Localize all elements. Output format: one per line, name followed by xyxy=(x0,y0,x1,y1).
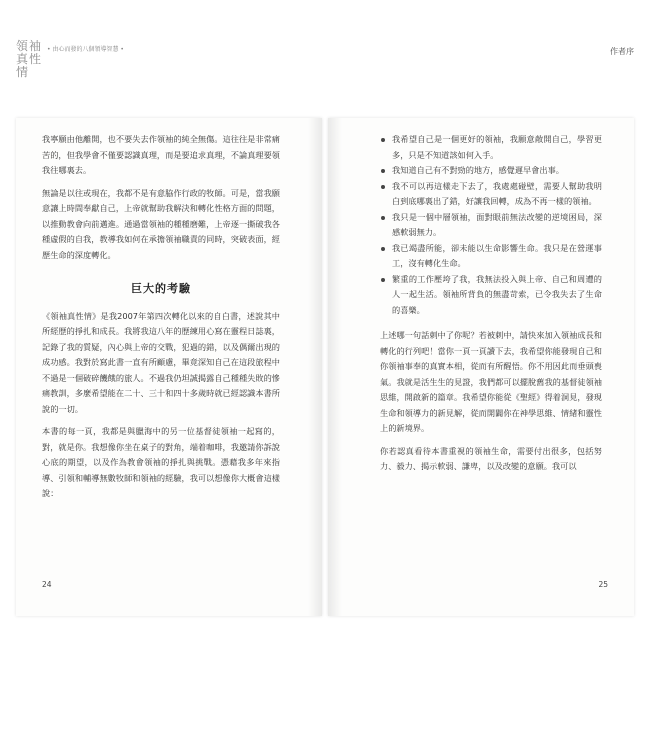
list-item: 我已竭盡所能，卻未能以生命影響生命。我只是在營運事工，沒有轉化生命。 xyxy=(380,241,602,272)
paragraph: 上述哪一句話刺中了你呢？若被刺中，請快來加入領袖成長和轉化的行列吧！當你一頁一頁讀下去，我希望你能發現自己和你領袖事奉的真實本相，從而有所醒悟。你不用因此而垂頭喪氣。我就是活生生的見證，我們都可以擺脫舊我的基督徒領袖思維，開啟新的篇章。我希望你能從《聖經》得着洞見，發現生命和領導力的新見解，從而開闢你在神學思維、情緒和靈性上的新境界。 xyxy=(380,330,602,433)
section-heading: 巨大的考驗 xyxy=(131,282,191,295)
left-body xyxy=(42,132,280,509)
gutter-shadow xyxy=(328,118,342,616)
paragraph: 《領袖真性情》是我2007年第四次轉化以來的自白書，述說其中所經歷的掙扎和成長。我將我這八年的歷練用心寫在靈程日誌裏，記錄了我的質疑，內心與上帝的交戰，犯過的錯，以及偶爾出現的成功感。我對於寫此書一直有所顧慮，畢竟深知自己在這段旅程中不過是一個破碎饑餓的旅人。不過我仍坦誠揭露自己種種失敗的慘痛教訓，多麼希望能在二十、三十和四十多歲時就已經認識本書所說的一切。 xyxy=(42,310,280,414)
list-item: 我希望自己是一個更好的領袖，我願意敞開自己，學習更多，只是不知道該如何入手。 xyxy=(380,132,602,163)
left-running-header xyxy=(16,40,124,79)
page-number: 25 xyxy=(598,580,608,589)
page-number: 24 xyxy=(42,580,52,589)
bullet-list xyxy=(380,132,602,318)
list-item: 我不可以再這樣走下去了，我處處碰壁，需要人幫助我明白到底哪裏出了錯，好讓我回轉，成為不再一樣的領袖。 xyxy=(380,179,602,210)
paragraph: 你若認真看待本書重視的領袖生命，需要付出很多，包括努力、毅力、揭示軟弱、謙卑，以及改變的意願。我可以 xyxy=(380,445,602,471)
list-item: 繁重的工作壓垮了我，我無法投入與上帝、自己和周遭的人一起生活。領袖所背負的無盡苛索，已令我失去了生命的喜樂。 xyxy=(380,272,602,319)
header-subtitle: • 由心而發的八個領導智慧 • xyxy=(47,46,124,53)
paragraph: 本書的每一頁，我都是與臘海中的另一位基督徒領袖一起寫的，對，就是你。我想像你坐在桌子的對角，端着咖啡，我邀請你訴說心底的期望，以及作為教會領袖的掙扎與挑戰。憑藉我多年來指導、引領和輔導無數牧師和領袖的經驗，我可以想像你大概會這樣說： xyxy=(42,426,280,498)
right-page xyxy=(328,118,634,616)
list-item: 我知道自己有不對勁的地方，感覺遲早會出事。 xyxy=(380,163,602,179)
gutter-shadow xyxy=(308,118,322,616)
list-item: 我只是一個中層領袖，面對眼前無法改變的逆境困局，深感軟弱無力。 xyxy=(380,210,602,241)
right-body xyxy=(380,132,602,482)
paragraph: 我寧願由他離開，也不要失去作領袖的純全無傷。這往往是非常痛苦的，但我學會不僅要認識真理，而是要追求真理，不論真理要領我往哪裏去。 xyxy=(42,134,280,175)
book-logo: 領袖真性情 xyxy=(16,39,43,79)
right-running-header: 作者序 xyxy=(610,47,634,56)
left-page xyxy=(16,118,322,616)
paragraph: 無論是以往或現在，我都不是有意脇作行政的牧師。可是，當我願意讓上時間奉獻自己，上帝就幫助我解決和轉化性格方面的問題，以推動教會向前邁進。通過當領袖的種種磨難，上帝逐一撕破我各種虛假的自我，教導我如何在承擔領袖職責的同時，突破表面，經歷生命的深度轉化。 xyxy=(42,187,280,260)
